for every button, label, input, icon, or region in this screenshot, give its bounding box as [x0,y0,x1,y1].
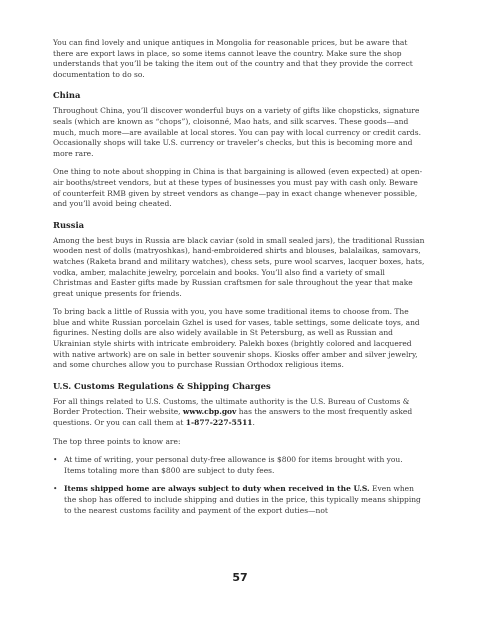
customs-paragraph-2: The top three points to know are: [53,436,181,446]
russia-paragraph-2: To bring back a little of Russia with you, you have some traditional items to choose from. The blue and white Russian porcelain Gzhel is used for vases, table settings, some delicate toys, and figurines. Nesting dolls are also widely available in St Petersburg, as well as Russian and Ukrainian style shirts with intricate embroidery. Palekh boxes (brightly colored and lacquered with native artwork) are on sale in better souvenir shops. Kiosks offer amber and silver jewelry, and some churches allow you to purchase Russian Orthodox religious items. [53,307,420,370]
bullet-text: Even when the shop has offered to include shipping and duties in the price, this typically means shipping to the nearest customs facility and payment of the export duties—not [64,484,421,515]
customs-section [53,381,425,516]
customs-heading: U.S. Customs Regulations & Shipping Charges [53,380,271,391]
bullet-item [53,484,425,516]
customs-text-1: For all things related to U.S. Customs, the ultimate authority is the U.S. Bureau of Customs & Border Protection. Their website, [53,396,410,417]
customs-paragraph-1 [53,397,425,429]
china-section [53,90,425,209]
bullet-bold-text: Items shipped home are always subject to duty when received in the U.S. [64,484,370,494]
russia-heading: Russia [53,219,85,230]
customs-text-2: has the answers to the most frequently asked questions. Or you can call them at [53,407,413,428]
china-paragraph-1: Throughout China, you’ll discover wonderful buys on a variety of gifts like chopsticks, signature seals (which are known as “chops”), cloisonné, Mao hats, and silk scarves. These goods—and much, much more—are available at local stores. You can pay with local currency or credit cards. Occasionally shops will take U.S. currency or traveler’s checks, but this is becoming more and more rare. [53,106,421,158]
russia-paragraph-1: Among the best buys in Russia are black caviar (sold in small sealed jars), the traditional Russian wooden nest of dolls (matryoshkas), hand-embroidered shirts and blouses, balalaikas, samovars, watches (Raketa brand and military watches), chess sets, pure wool scarves, lacquer boxes, hats, vodka, amber, malachite jewelry, porcelain and books. You’ll also find a variety of small Christmas and Easter gifts made by Russian craftsmen for sale throughout the year that make great unique presents for friends. [53,235,425,298]
page-number: 57 [232,571,248,584]
customs-bullet-list [53,455,425,516]
bullet-item [53,455,425,476]
china-heading: China [53,90,81,101]
intro-paragraph: You can find lovely and unique antiques in Mongolia for reasonable prices, but be aware that there are export laws in place, so some items cannot leave the country. Make sure the shop understands that you’ll be taking the item out of the country and that they provide the correct documentation to do so. [53,38,413,79]
page-body [53,38,425,524]
cbp-website-link[interactable]: www.cbp.gov [182,407,237,417]
customs-phone-number: 1-877-227-5511 [185,418,253,428]
bullet-icon: • [53,484,58,494]
russia-section [53,220,425,371]
bullet-icon: • [53,455,58,465]
customs-text-end: . [252,418,255,428]
bullet-text: At time of writing, your personal duty-free allowance is $800 for items brought with you. Items totaling more than $800 are subject to duty fees. [64,455,403,475]
china-paragraph-2: One thing to note about shopping in China is that bargaining is allowed (even expected) at open-air booths/street vendors, but at these types of businesses you must pay with cash only. Beware of counterfeit RMB given by street vendors as change—pay in exact change whenever possible, and you’ll avoid being cheated. [53,167,423,209]
